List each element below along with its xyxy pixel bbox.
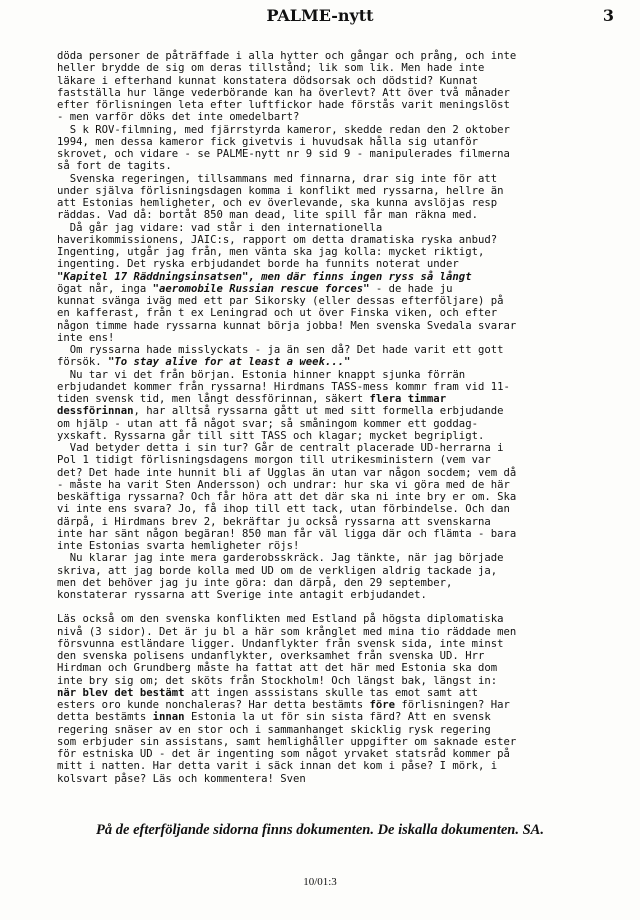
text-line: därpå, i Hirdmans brev 2, bekräftar ju också ryssarna att svenskarna xyxy=(57,515,491,528)
text-line: esters oro kunde nonchaleras? Har detta bestämts före förlisningen? Har xyxy=(57,699,510,711)
text-line: någon timme hade ryssarna kunnat börja jobba! Men svenska Svedala svarar xyxy=(57,319,517,332)
text-line: beskäftiga ryssarna? Och får höra att det där ska ni inte bry er om. Ska xyxy=(57,491,517,503)
emphasized-text: när blev det bestämt xyxy=(57,686,185,699)
footer-note: På de efterföljande sidorna finns dokumenten. De iskalla dokumenten. SA. xyxy=(96,822,544,838)
newsletter-title: PALME-nytt xyxy=(266,6,374,25)
emphasized-text: "aeromobile Russian rescue forces" xyxy=(152,282,370,295)
text-line: försök. "To stay alive for at least a week..." xyxy=(57,356,351,369)
text-line: Hirdman och Grundberg måste ha fattat att det här med Estonia ska dom xyxy=(57,662,498,675)
text-line: konstaterar ryssarna att Sverige inte antagit erbjudandet. xyxy=(57,589,427,601)
text-line: räddas. Vad då: bortåt 850 man dead, lite spill får man räkna med. xyxy=(57,209,478,222)
text-line: Nu tar vi det från början. Estonia hinner knappt sjunka förrän xyxy=(57,368,466,381)
text-line: 1994, men dessa kameror fick givetvis i huvudsak hålla sig utanför xyxy=(57,135,478,148)
text-line: haverikommissionens, JAIC:s, rapport om detta dramatiska ryska anbud? xyxy=(57,233,498,246)
text-line: fastställa hur länge vederbörande kan ha överlevt? Att över två månader xyxy=(57,86,510,99)
text-line: Då går jag vidare: vad står i den internationella xyxy=(57,221,383,234)
text-line: när blev det bestämt att ingen asssistans skulle tas emot samt att xyxy=(57,686,478,699)
text-line: försvunna estländare ligger. Undanflykter från svensk sida, inte minst xyxy=(57,637,504,650)
text-line: under själva förlisningsdagen komma i konflikt med ryssarna, hellre än xyxy=(57,184,504,197)
text-line: inte Estonias svarta hemligheter röjs! xyxy=(57,540,300,552)
paragraph-gap xyxy=(57,601,637,613)
text-line: heller brydde de sig om deras tillstånd; lik som lik. Men hade inte xyxy=(57,62,485,75)
emphasized-text: "To stay alive for at least a week..." xyxy=(108,356,351,369)
text-line: S k ROV-filmning, med fjärrstyrda kameror, skedde redan den 2 oktober xyxy=(57,123,510,136)
text-line: skriva, att jag borde kolla med UD om de verkligen aldrig tackade ja, xyxy=(57,564,498,577)
text-line: om hjälp - utan att få något svar; så småningom kommer ett goddag- xyxy=(57,417,478,430)
text-line: men det behöver jag ju inte göra: dan därpå, den 29 september, xyxy=(57,576,453,589)
text-line: den svenska polisens undanflykter, overksamhet från svenska UD. Hrr xyxy=(57,650,485,662)
emphasized-text: dessförinnan xyxy=(57,405,134,418)
text-line: som erbjuder sin assistans, samt hemlighåller uppgifter om saknade ester xyxy=(57,735,517,748)
text-line: inte bry sig om; det sköts från Stockholm! Och längst bak, längst in: xyxy=(57,674,498,687)
text-line: läkare i efterhand kunnat konstatera dödsorsak och dödstid? Kunnat xyxy=(57,74,478,87)
text-line: vi inte ens svara? Jo, få ihop till ett tack, utan förbindelse. Och dan xyxy=(57,503,510,516)
emphasized-text: före xyxy=(369,699,396,711)
text-line: att Estonias hemligheter, och ev överlevande, ska kunna avslöjas resp xyxy=(57,197,498,209)
text-line: för estniska UD - det är ingenting som något yrvaket statsråd kommer på xyxy=(57,748,510,760)
emphasized-text: flera timmar xyxy=(369,393,447,405)
text-line: nivå (3 sidor). Det är ju bl a här som krånglet med mina tio räddade men xyxy=(57,625,517,638)
text-line: yxskaft. Ryssarna går till sitt TASS och klagar; mycket begripligt. xyxy=(57,429,485,442)
text-line: Vad betyder detta i sin tur? Går de centralt placerade UD-herrarna i xyxy=(57,442,504,454)
text-line: efter förlisningen leta efter luftfickor hade förstås varit meningslöst xyxy=(57,99,510,111)
text-line: Ingenting, utgår jag från, men vänta ska jag kolla: mycket riktigt, xyxy=(57,246,485,258)
text-line: Pol 1 tidigt förlisningsdagens morgon till utrikesministern (vem var xyxy=(57,454,491,467)
text-line: erbjudandet kommer från ryssarna! Hirdmans TASS-mess kommr fram vid 11- xyxy=(57,380,510,393)
text-line: döda personer de påträffade i alla hytter och gångar och prång, och inte xyxy=(57,50,517,62)
text-line: Om ryssarna hade misslyckats - ja än sen då? Det hade varit ett gott xyxy=(57,344,504,356)
text-line: det? Det hade inte hunnit bli af Ugglas än utan var någon socdem; vem då xyxy=(57,466,517,479)
text-line: - måste ha varit Sten Andersson) och undrar: hur ska vi göra med de här xyxy=(57,478,510,491)
text-line: kolsvart påse? Läs och kommentera! Sven xyxy=(57,772,306,785)
text-line: "Kapitel 17 Räddningsinsatsen", men där finns ingen ryss så långt xyxy=(57,270,472,283)
page-number: 3 xyxy=(602,6,614,25)
text-line: ögat når, inga "aeromobile Russian rescue forces" - de hade ju xyxy=(57,282,453,295)
text-line: ingenting. Det ryska erbjudandet borde ha funnits noterat under xyxy=(57,258,459,271)
emphasized-text: innan xyxy=(152,711,185,724)
text-line: dessförinnan, har alltså ryssarna gått ut med sitt formella erbjudande xyxy=(57,405,504,418)
text-line: så fort de tagits. xyxy=(57,160,172,173)
text-line: Läs också om den svenska konflikten med Estland på högsta diplomatiska xyxy=(57,613,504,626)
text-line: Svenska regeringen, tillsammans med finnarna, drar sig inte för att xyxy=(57,172,498,185)
text-line: Nu klarar jag inte mera garderobsskräck. Jag tänkte, när jag började xyxy=(57,552,504,565)
text-line: skrovet, och vidare - se PALME-nytt nr 9 sid 9 - manipulerades filmerna xyxy=(57,148,510,160)
article-body xyxy=(57,50,637,785)
text-line: tiden svensk tid, men långt dessförinnan, säkert flera timmar xyxy=(57,393,447,405)
text-line: inte har sänt någon begäran! 850 man får väl ligga där och flämta - bara xyxy=(57,527,517,540)
text-line: regering snäser av en stor och i sammanhanget skicklig rysk regering xyxy=(57,723,491,736)
footer-page-code: 10/01:3 xyxy=(303,876,337,888)
text-line: inte ens! xyxy=(57,331,115,344)
text-line: - men varför döks det inte omedelbart? xyxy=(57,111,300,124)
text-line: detta bestämts innan Estonia la ut för sin sista färd? Att en svensk xyxy=(57,711,491,724)
text-line: mitt i natten. Har detta varit i säck innan det kom i påse? I mörk, i xyxy=(57,760,498,773)
text-line: kunnat svänga iväg med ett par Sikorsky (eller dessas efterföljare) på xyxy=(57,295,504,307)
text-line: en kafferast, från t ex Leningrad och ut över Finska viken, och efter xyxy=(57,307,498,320)
